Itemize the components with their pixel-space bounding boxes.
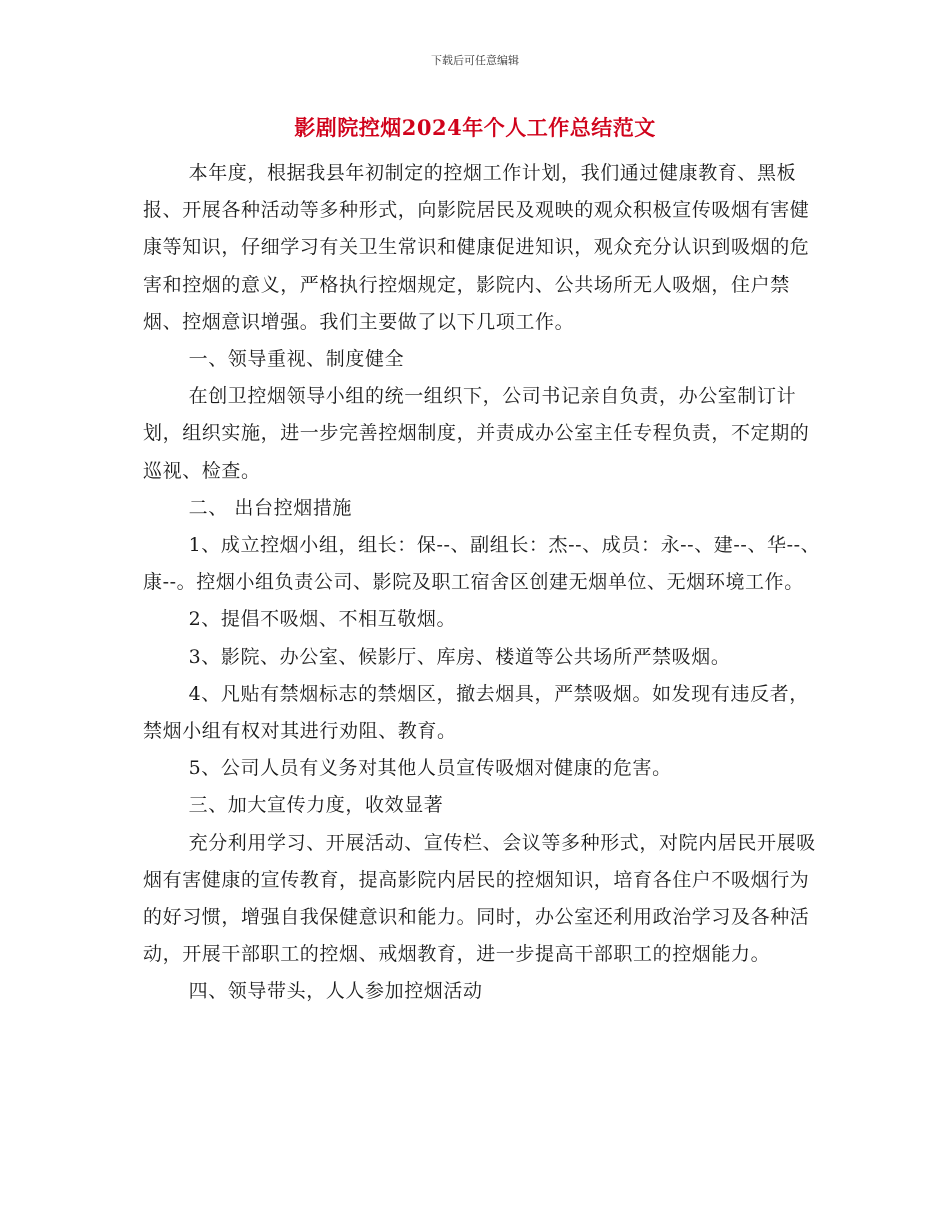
section-heading-4: 四、领导带头，人人参加控烟活动 <box>188 980 483 1003</box>
section-heading-3: 三、加大宣传力度，收效显著 <box>188 794 444 817</box>
list-item-measure-3: 3、影院、办公室、候影厅、库房、楼道等公共场所严禁吸烟。 <box>188 645 731 668</box>
document-title: 影剧院控烟2024年个人工作总结范文 <box>294 115 656 140</box>
section-heading-2: 二、 出台控烟措施 <box>188 496 353 519</box>
section-heading-1: 一、领导重视、制度健全 <box>188 348 405 371</box>
document-body <box>143 155 823 1011</box>
header-note: 下载后可任意编辑 <box>431 54 519 67</box>
list-item-measure-1: 1、成立控烟小组，组长：保--、副组长：杰--、成员：永--、建--、华--、康--。控烟小组负责公司、影院及职工宿舍区创建无烟单位、无烟环境工作。 <box>143 534 821 594</box>
list-item-measure-4: 4、凡贴有禁烟标志的禁烟区，撤去烟具，严禁吸烟。如发现有违反者，禁烟小组有权对其进行劝阻、教育。 <box>143 682 809 743</box>
list-item-measure-2: 2、提倡不吸烟、不相互敬烟。 <box>188 608 457 631</box>
list-item-measure-5: 5、公司人员有义务对其他人员宣传吸烟对健康的危害。 <box>188 757 672 780</box>
paragraph-section-1: 在创卫控烟领导小组的统一组织下，公司书记亲自负责，办公室制订计划，组织实施，进一步完善控烟制度，并责成办公室主任专程负责，不定期的巡视、检查。 <box>143 385 810 482</box>
paragraph-intro: 本年度，根据我县年初制定的控烟工作计划，我们通过健康教育、黑板报、开展各种活动等多种形式，向影院居民及观映的观众积极宣传吸烟有害健康等知识，仔细学习有关卫生常识和健康促进知识，观众充分认识到吸烟的危害和控烟的意义，严格执行控烟规定，影院内、公共场所无人吸烟，住户禁烟、控烟意识增强。我们主要做了以下几项工作。 <box>143 162 810 333</box>
paragraph-section-3: 充分利用学习、开展活动、宣传栏、会议等多种形式，对院内居民开展吸烟有害健康的宣传教育，提高影院内居民的控烟知识，培育各住户不吸烟行为的好习惯，增强自我保健意识和能力。同时，办公室还利用政治学习及各种活动，开展干部职工的控烟、戒烟教育，进一步提高干部职工的控烟能力。 <box>143 831 816 966</box>
